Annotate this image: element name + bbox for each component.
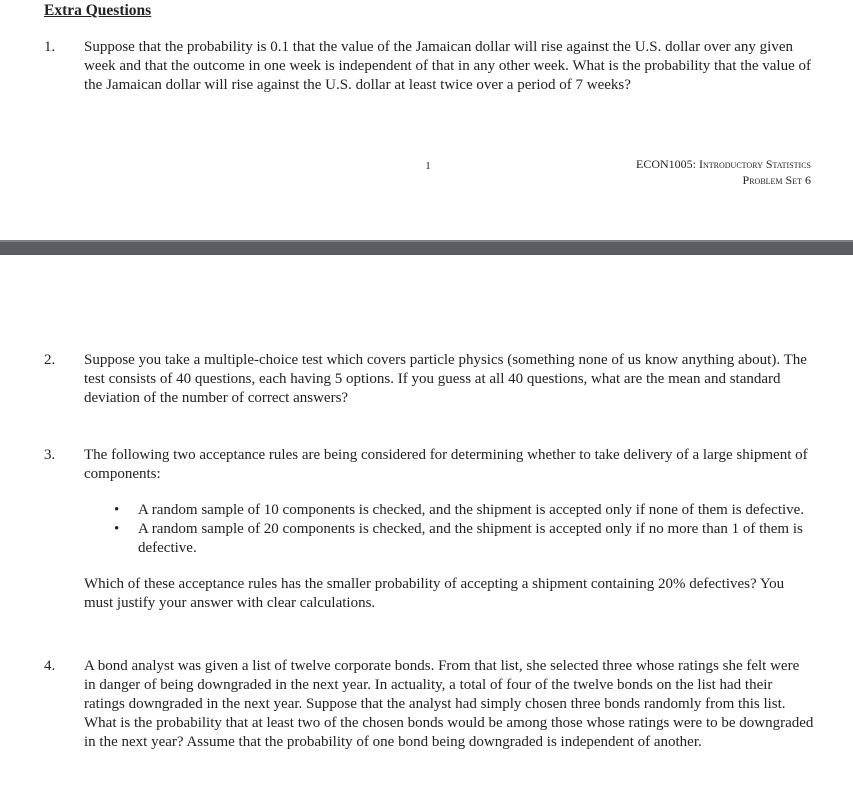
question-4 bbox=[44, 657, 814, 752]
question-2 bbox=[44, 351, 814, 408]
question-followup: Which of these acceptance rules has the smaller probability of accepting a shipment containing 20% defectives? You must justify your answer with clear calculations. bbox=[84, 576, 785, 611]
question-intro: The following two acceptance rules are being considered for determining whether to take delivery of a large shipment of components: bbox=[84, 447, 808, 482]
question-number: 4. bbox=[44, 658, 56, 674]
list-item bbox=[114, 520, 814, 558]
question-3 bbox=[44, 446, 814, 613]
footer-problem-set: Problem Set 6 bbox=[742, 173, 811, 187]
bullet-text: A random sample of 20 components is checked, and the shipment is accepted only if no more than 1 of them is defective. bbox=[138, 521, 803, 556]
footer-course: ECON1005: Introductory Statistics bbox=[635, 157, 811, 171]
question-number: 3. bbox=[44, 447, 56, 463]
bullet-text: A random sample of 10 components is checked, and the shipment is accepted only if none of them is defective. bbox=[138, 502, 805, 518]
question-text: Suppose that the probability is 0.1 that the value of the Jamaican dollar will rise against the U.S. dollar over any given week and that the outcome in one week is independent of that in any other week. What is the probability that the value of the Jamaican dollar will rise against the U.S. dollar at least twice over a period of 7 weeks? bbox=[84, 39, 812, 93]
page-divider bbox=[0, 240, 853, 255]
page-footer bbox=[636, 156, 811, 188]
question-number: 2. bbox=[44, 352, 56, 368]
section-heading: Extra Questions bbox=[44, 2, 152, 19]
list-item bbox=[114, 501, 814, 520]
question-text: A bond analyst was given a list of twelve corporate bonds. From that list, she selected three whose ratings she felt were in danger of being downgraded in the next year. In actuality, a total of four of the twelve bonds on the list had their ratings downgraded in the next year. Suppose that the analyst had simply chosen three bonds randomly from this list. What is the probability that at least two of the chosen bonds would be among those whose ratings were to be downgraded in the next year? Assume that the probability of one bond being downgraded is independent of another. bbox=[84, 658, 814, 750]
question-number: 1. bbox=[44, 39, 56, 55]
page-number: 1 bbox=[425, 160, 431, 172]
bullet-list bbox=[114, 501, 814, 558]
bullet-icon: • bbox=[114, 502, 120, 518]
question-text: Suppose you take a multiple-choice test which covers particle physics (something none of us know anything about). The test consists of 40 questions, each having 5 options. If you guess at all 40 questions, what are the mean and standard deviation of the number of correct answers? bbox=[84, 352, 807, 406]
question-1 bbox=[44, 38, 814, 95]
bullet-icon: • bbox=[114, 521, 120, 537]
